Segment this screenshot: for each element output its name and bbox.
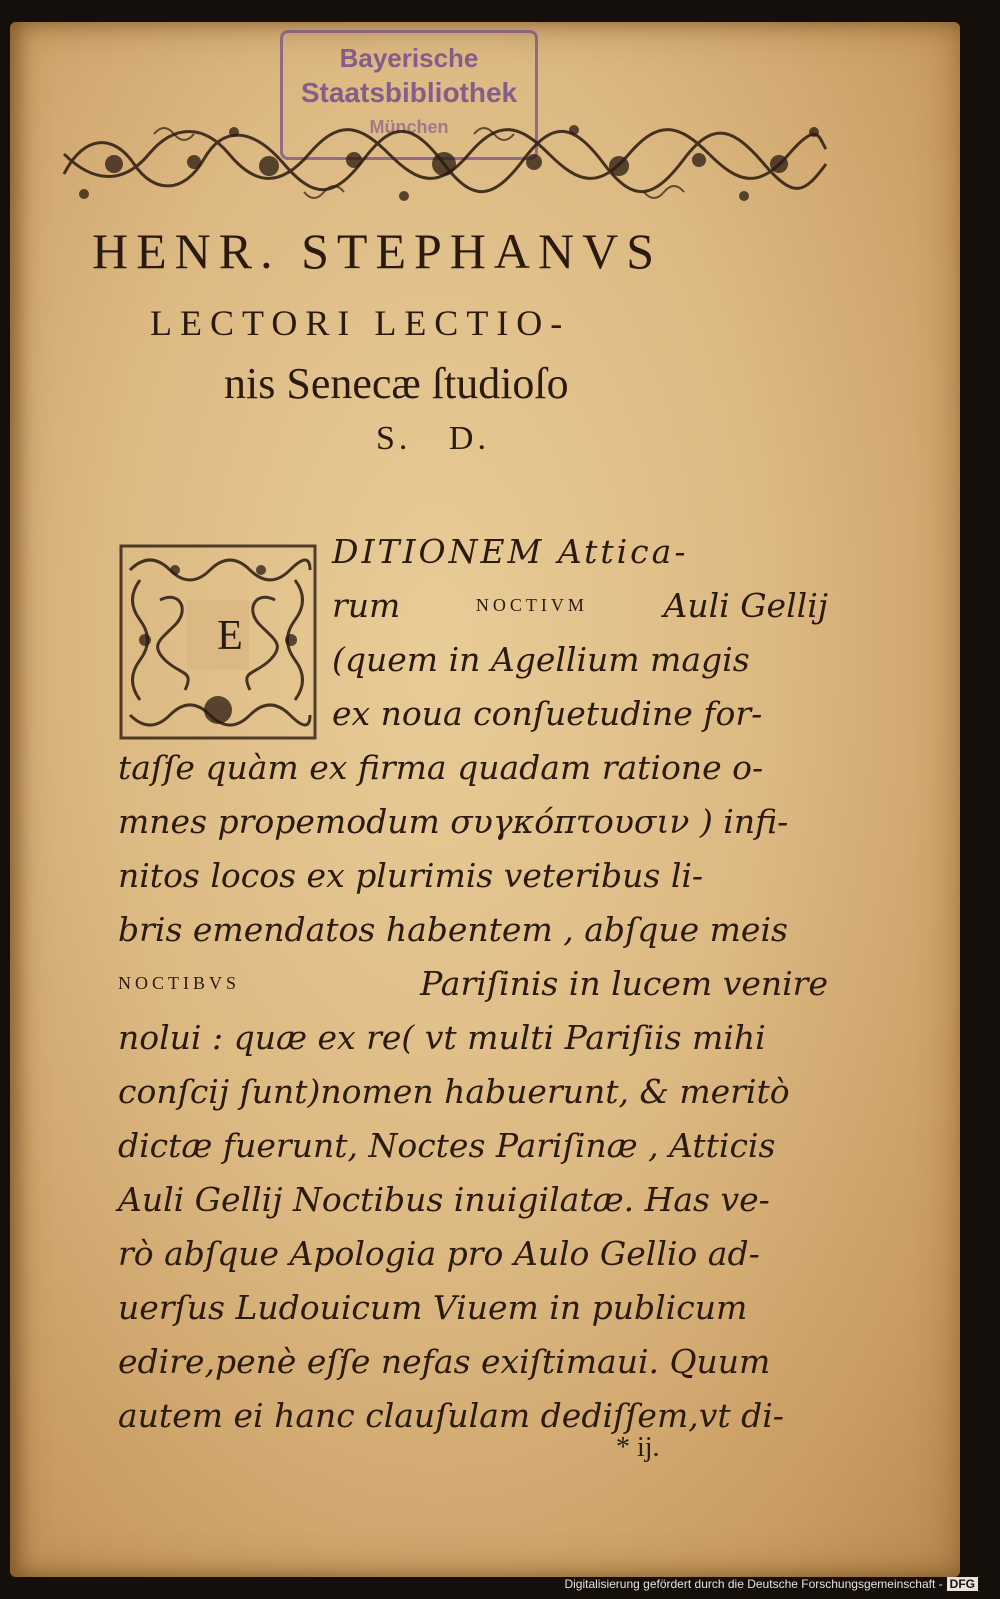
body-text: Auli Gellij Noctibus inuigilatæ. Has ve- bbox=[118, 1180, 770, 1219]
body-line-11 bbox=[118, 1072, 828, 1111]
body-text: edire,penè eſſe nefas exiſtimaui. Quum bbox=[118, 1342, 771, 1381]
body-line-6 bbox=[118, 802, 828, 841]
body-text: conſcij ſunt)nomen habuerunt, & meritò bbox=[118, 1072, 790, 1111]
initial-letter: E bbox=[217, 613, 243, 659]
body-line-3 bbox=[332, 640, 828, 679]
body-text: Pariſinis in lucem venire bbox=[420, 964, 828, 1003]
body-text: taſſe quàm ex firma quadam ratione o- bbox=[118, 748, 764, 787]
heading-line-4: S. D. bbox=[376, 420, 490, 457]
body-line-13 bbox=[118, 1180, 828, 1219]
body-line-8 bbox=[118, 910, 828, 949]
body-line-7 bbox=[118, 856, 828, 895]
stamp-line-3: München bbox=[369, 117, 449, 137]
heading-line-3: nis Senecæ ſtudioſo bbox=[224, 359, 569, 408]
body-text: mnes propemodum συγκόπτουσιν ) infi- bbox=[118, 802, 789, 841]
credit-text: Digitalisierung gefördert durch die Deutsche Forschungsgemeinschaft - bbox=[564, 1577, 943, 1591]
body-line-4 bbox=[332, 694, 828, 733]
dfg-logo: DFG bbox=[947, 1577, 978, 1591]
body-line-14 bbox=[118, 1234, 828, 1273]
small-caps-text: NOCTIBVS bbox=[118, 973, 241, 993]
body-text: autem ei hanc clauſulam dediſſem,vt di- bbox=[118, 1396, 784, 1435]
body-line-9 bbox=[118, 964, 828, 1003]
signature-mark: * ij. bbox=[616, 1432, 660, 1463]
heading-line-2: LECTORI LECTIO- bbox=[150, 303, 571, 343]
body-line-12 bbox=[118, 1126, 828, 1165]
stamp-line-1: Bayerische bbox=[339, 43, 479, 73]
body-line-17 bbox=[118, 1396, 828, 1435]
body-line-2 bbox=[332, 586, 828, 625]
heading-line-1: HENR. STEPHANVS bbox=[92, 223, 663, 279]
headpiece-ornament bbox=[54, 114, 836, 212]
small-caps-text: NOCTIVM bbox=[475, 595, 588, 615]
body-line-1 bbox=[332, 532, 828, 571]
body-text: ex noua conſuetudine for- bbox=[332, 694, 763, 733]
book-page bbox=[10, 22, 960, 1577]
body-line-15 bbox=[118, 1288, 828, 1327]
digitization-credit bbox=[564, 1577, 978, 1591]
body-line-5 bbox=[118, 748, 828, 787]
body-line-16 bbox=[118, 1342, 828, 1381]
body-text: dictæ fuerunt, Noctes Pariſinæ , Atticis bbox=[118, 1126, 776, 1165]
body-text: Auli Gellij bbox=[663, 586, 828, 625]
body-text: rum bbox=[332, 586, 401, 625]
body-text: DITIONEM Attica- bbox=[332, 532, 689, 571]
body-text: uerſus Ludouicum Viuem in publicum bbox=[118, 1288, 748, 1327]
body-text: bris emendatos habentem , abſque meis bbox=[118, 910, 788, 949]
body-text: (quem in Agellium magis bbox=[332, 640, 750, 679]
body-line-10 bbox=[118, 1018, 828, 1057]
body-text: nolui : quæ ex re( vt multi Pariſiis mihi bbox=[118, 1018, 766, 1057]
body-text: rò abſque Apologia pro Aulo Gellio ad- bbox=[118, 1234, 760, 1273]
body-text: nitos locos ex plurimis veteribus li- bbox=[118, 856, 704, 895]
stamp-line-2: Staatsbibliothek bbox=[300, 77, 518, 108]
